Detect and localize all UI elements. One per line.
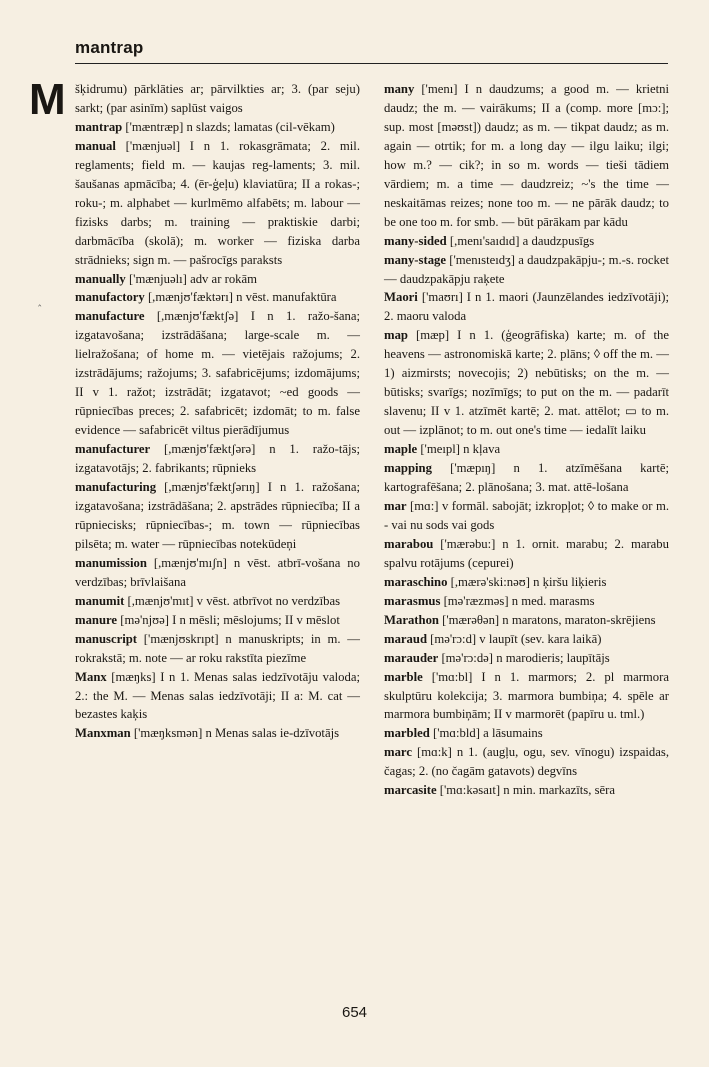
dictionary-entry [75, 118, 360, 137]
entry-definition: ['mærəbu:] n 1. ornit. marabu; 2. marabu spalvu rotājums (cepurei) [384, 536, 669, 570]
entry-definition: [mə'ræzməs] n med. marasms [440, 593, 595, 608]
dictionary-entry [75, 611, 360, 630]
entry-definition: ['mænjʊskrıpt] n manuskripts; in m. — rokrakstā; m. note — ar roku rakstīta piezīme [75, 631, 360, 665]
entry-headword: mar [384, 498, 407, 513]
entry-definition: ['mænjuəl] I n 1. rokasgrāmata; 2. mil. reglaments; field m. — kaujas reg-laments; 3. mil. šaušanas apmācība; 4. (ēr-ģeļu) klaviatūra; II a rokas-; roku-; m. alphabet — kurlmēmo alfabēts; m. labour — fizisks darbs; m. training — praktiskie darbi; darbmācība (skolā); m. worker — fiziska darba strādnieks; sign m. — pašrocīgs paraksts [75, 138, 360, 267]
dictionary-entry [384, 232, 669, 251]
entry-headword: Marathon [384, 612, 439, 627]
dictionary-entry [75, 440, 360, 478]
entry-headword: marbled [384, 726, 430, 741]
entry-definition: ['menı] I n daudzums; a good m. — krietni daudz; the m. — vairākums; II a (comp. more [mɔ:]; sup. most [məʊst]) daudz; as m. — tikpat daudz; as m. again — otrtik; for m. a long day — ilgu laiku; ilgi; how m.? — cik?; in so m. words — tieši tādiem vārdiem; m. a time — daudzreiz; ~'s the time — neskaitāmas reizes; none too m. — ne pārāk daudz; to be one too m. for smb. — būt pārākam par kādu [384, 82, 669, 229]
dictionary-entry [75, 288, 360, 307]
dictionary-entry [384, 592, 669, 611]
entry-headword: many-sided [384, 233, 447, 248]
entry-headword: marabou [384, 536, 434, 551]
entry-definition: [,mænjʊ'fæktʃərıŋ] I n 1. ražošana; izgatavošana; izstrādāšana; 2. apstrādes rūpniecība; II a rūpniecisks; rūpniecības-; m. town — rūpniecības pilsēta; m. water — rūpniecības notekūdeņi [75, 480, 360, 551]
margin-mark: ‸ [38, 296, 42, 307]
dictionary-entry [75, 80, 360, 118]
entry-headword: Manx [75, 669, 107, 684]
entry-definition: ['mæŋksmən] n Menas salas ie-dzīvotājs [130, 726, 340, 741]
right-column [384, 80, 669, 800]
left-column [75, 80, 360, 743]
dictionary-entry [384, 459, 669, 497]
entry-definition: [,mænjʊ'mıʃn] n vēst. atbrī-vošana no verdzības; brīvlaišana [75, 555, 360, 589]
entry-definition: ['mæntræp] n slazds; lamatas (cil-vēkam) [122, 119, 335, 134]
dictionary-entry [384, 649, 669, 668]
entry-definition: [,mærə'ski:nəʊ] n ķiršu liķieris [447, 574, 607, 589]
dictionary-entry [75, 270, 360, 289]
entry-headword: manufacturer [75, 442, 151, 457]
dictionary-entry [384, 781, 669, 800]
entry-headword: manually [75, 271, 126, 286]
thumb-index-letter: M [29, 75, 66, 124]
entry-definition: [,menı'saıdıd] a daudzpusīgs [446, 233, 595, 248]
dictionary-entry [384, 611, 669, 630]
entry-definition: ['mɑ:bl] I n 1. marmors; 2. pl marmora skulptūru kolekcija; 3. marmora bumbiņa; 4. spēle ar marmora bumbiņām; II v marmorēt (papīru u. tml.) [384, 669, 669, 722]
dictionary-entry [384, 573, 669, 592]
entry-headword: manufactory [75, 290, 145, 305]
dictionary-entry [384, 80, 669, 232]
dictionary-entry [384, 743, 669, 781]
entry-definition: [,mænjʊ'fæktʃə] I n 1. ražo-šana; izgatavošana; izstrādāšana; large-scale m. — lielražošana; of home m. — vietējais ražojums; 2. izstrādājums; ražojums; 3. safabricējums; izdomājums; II v 1. ražot; izstrādāt; izgatavot; ~ed goods — rūpniecības preces; 2. safabricēt; izdomāt; to m. false evidence — safabricēt viltus pierādījumus [75, 309, 360, 438]
dictionary-entry [384, 326, 669, 440]
dictionary-entry [384, 288, 669, 326]
entry-definition: [mɑ:] v formāl. sabojāt; izkropļot; ◊ to make or m. - vai nu sods vai gods [384, 498, 669, 532]
entry-headword: manufacture [75, 309, 145, 324]
entry-headword: Maori [384, 290, 418, 305]
entry-definition: ['mænjuəlı] adv ar rokām [125, 271, 258, 286]
entry-definition: ['meıpl] n kļava [417, 442, 501, 457]
entry-headword: Manxman [75, 726, 131, 741]
dictionary-entry [75, 630, 360, 668]
entry-definition: [mə'njʊə] I n mēsli; mēslojums; II v mēslot [117, 612, 340, 627]
entry-headword: maraschino [384, 574, 448, 589]
entry-definition: ['mæpıŋ] n 1. atzīmēšana kartē; kartografēšana; 2. plānošana; 3. mat. attē-lošana [384, 461, 669, 495]
page-number: 654 [341, 1004, 368, 1021]
entry-definition: ['mɑ:bld] a lāsumains [429, 726, 543, 741]
entry-headword: mantrap [75, 119, 123, 134]
entry-definition: [mə'rɔ:də] n marodieris; laupītājs [438, 650, 610, 665]
entry-headword: manure [75, 612, 118, 627]
entry-headword: marble [384, 669, 423, 684]
entry-definition: [mɑ:k] n 1. (augļu, ogu, sev. vīnogu) izspaidas, čagas; 2. (no čagām gatavots) degvīns [384, 745, 669, 779]
entry-definition: ['mɑ:kəsaıt] n min. markazīts, sēra [436, 783, 615, 798]
entry-definition: šķidrumu) pārklāties ar; pārvilkties ar; 3. (par seju) sarkt; (par asinīm) saplūst vaigos [75, 82, 360, 115]
entry-headword: map [384, 328, 408, 343]
entry-headword: manual [75, 138, 116, 153]
entry-headword: marcasite [384, 783, 437, 798]
entry-headword: manufacturing [75, 480, 157, 495]
entry-definition: [,mænjʊ'mıt] v vēst. atbrīvot no verdzības [124, 593, 341, 608]
dictionary-entry [75, 668, 360, 725]
entry-definition: [,mænjʊ'fæktʃərə] n 1. ražo-tājs; izgatavotājs; 2. fabrikants; rūpnieks [75, 442, 360, 476]
dictionary-entry [75, 137, 360, 270]
entry-headword: marasmus [384, 593, 441, 608]
dictionary-entry [384, 497, 669, 535]
entry-definition: ['mærəθən] n maratons, maraton-skrējiens [438, 612, 656, 627]
entry-definition: [mæŋks] I n 1. Menas salas iedzīvotāju valoda; 2.: the M. — Menas salas iedzīvotāji; II a: M. cat — bezastes kaķis [75, 669, 360, 722]
running-head: mantrap [75, 38, 144, 57]
dictionary-entry [75, 478, 360, 554]
dictionary-entry [384, 251, 669, 289]
header-rule [75, 63, 668, 64]
dictionary-entry [384, 668, 669, 725]
dictionary-entry [75, 307, 360, 440]
dictionary-entry [75, 554, 360, 592]
dictionary-entry [384, 535, 669, 573]
entry-headword: maraud [384, 631, 427, 646]
entry-definition: [,mænjʊ'fæktərı] n vēst. manufaktūra [144, 290, 337, 305]
entry-headword: marauder [384, 650, 439, 665]
entry-headword: manumit [75, 593, 125, 608]
dictionary-entry [75, 724, 360, 743]
entry-definition: ['maʊrı] I n 1. maori (Jaunzēlandes iedzīvotāji); 2. maoru valoda [384, 290, 669, 324]
entry-headword: many [384, 82, 415, 96]
entry-headword: marc [384, 745, 412, 760]
entry-definition: ['menısteıdʒ] a daudzpakāpju-; m.-s. rocket — daudzpakāpju raķete [384, 252, 669, 286]
dictionary-entry [384, 440, 669, 459]
entry-headword: manumission [75, 555, 147, 570]
entry-headword: maple [384, 442, 418, 457]
entry-headword: many-stage [384, 252, 447, 267]
entry-headword: mapping [384, 461, 432, 476]
entry-headword: manuscript [75, 631, 138, 646]
dictionary-entry [384, 630, 669, 649]
dictionary-entry [75, 592, 360, 611]
dictionary-entry [384, 724, 669, 743]
entry-definition: [mæp] I n 1. (ģeogrāfiska) karte; m. of the heavens — astronomiskā karte; 2. plāns; ◊ off the m. — 1) aizmirsts; novecojis; 2) nebūtisks; on the m. — būtisks; svarīgs; nozīmīgs; to put on the m. — padarīt slavenu; II v 1. atzīmēt kartē; 2. mat. attēlot; ▭ to m. out — izplānot; to m. out one's time — iedalīt laiku [384, 328, 669, 438]
entry-definition: [mə'rɔ:d] v laupīt (sev. kara laikā) [427, 631, 602, 646]
